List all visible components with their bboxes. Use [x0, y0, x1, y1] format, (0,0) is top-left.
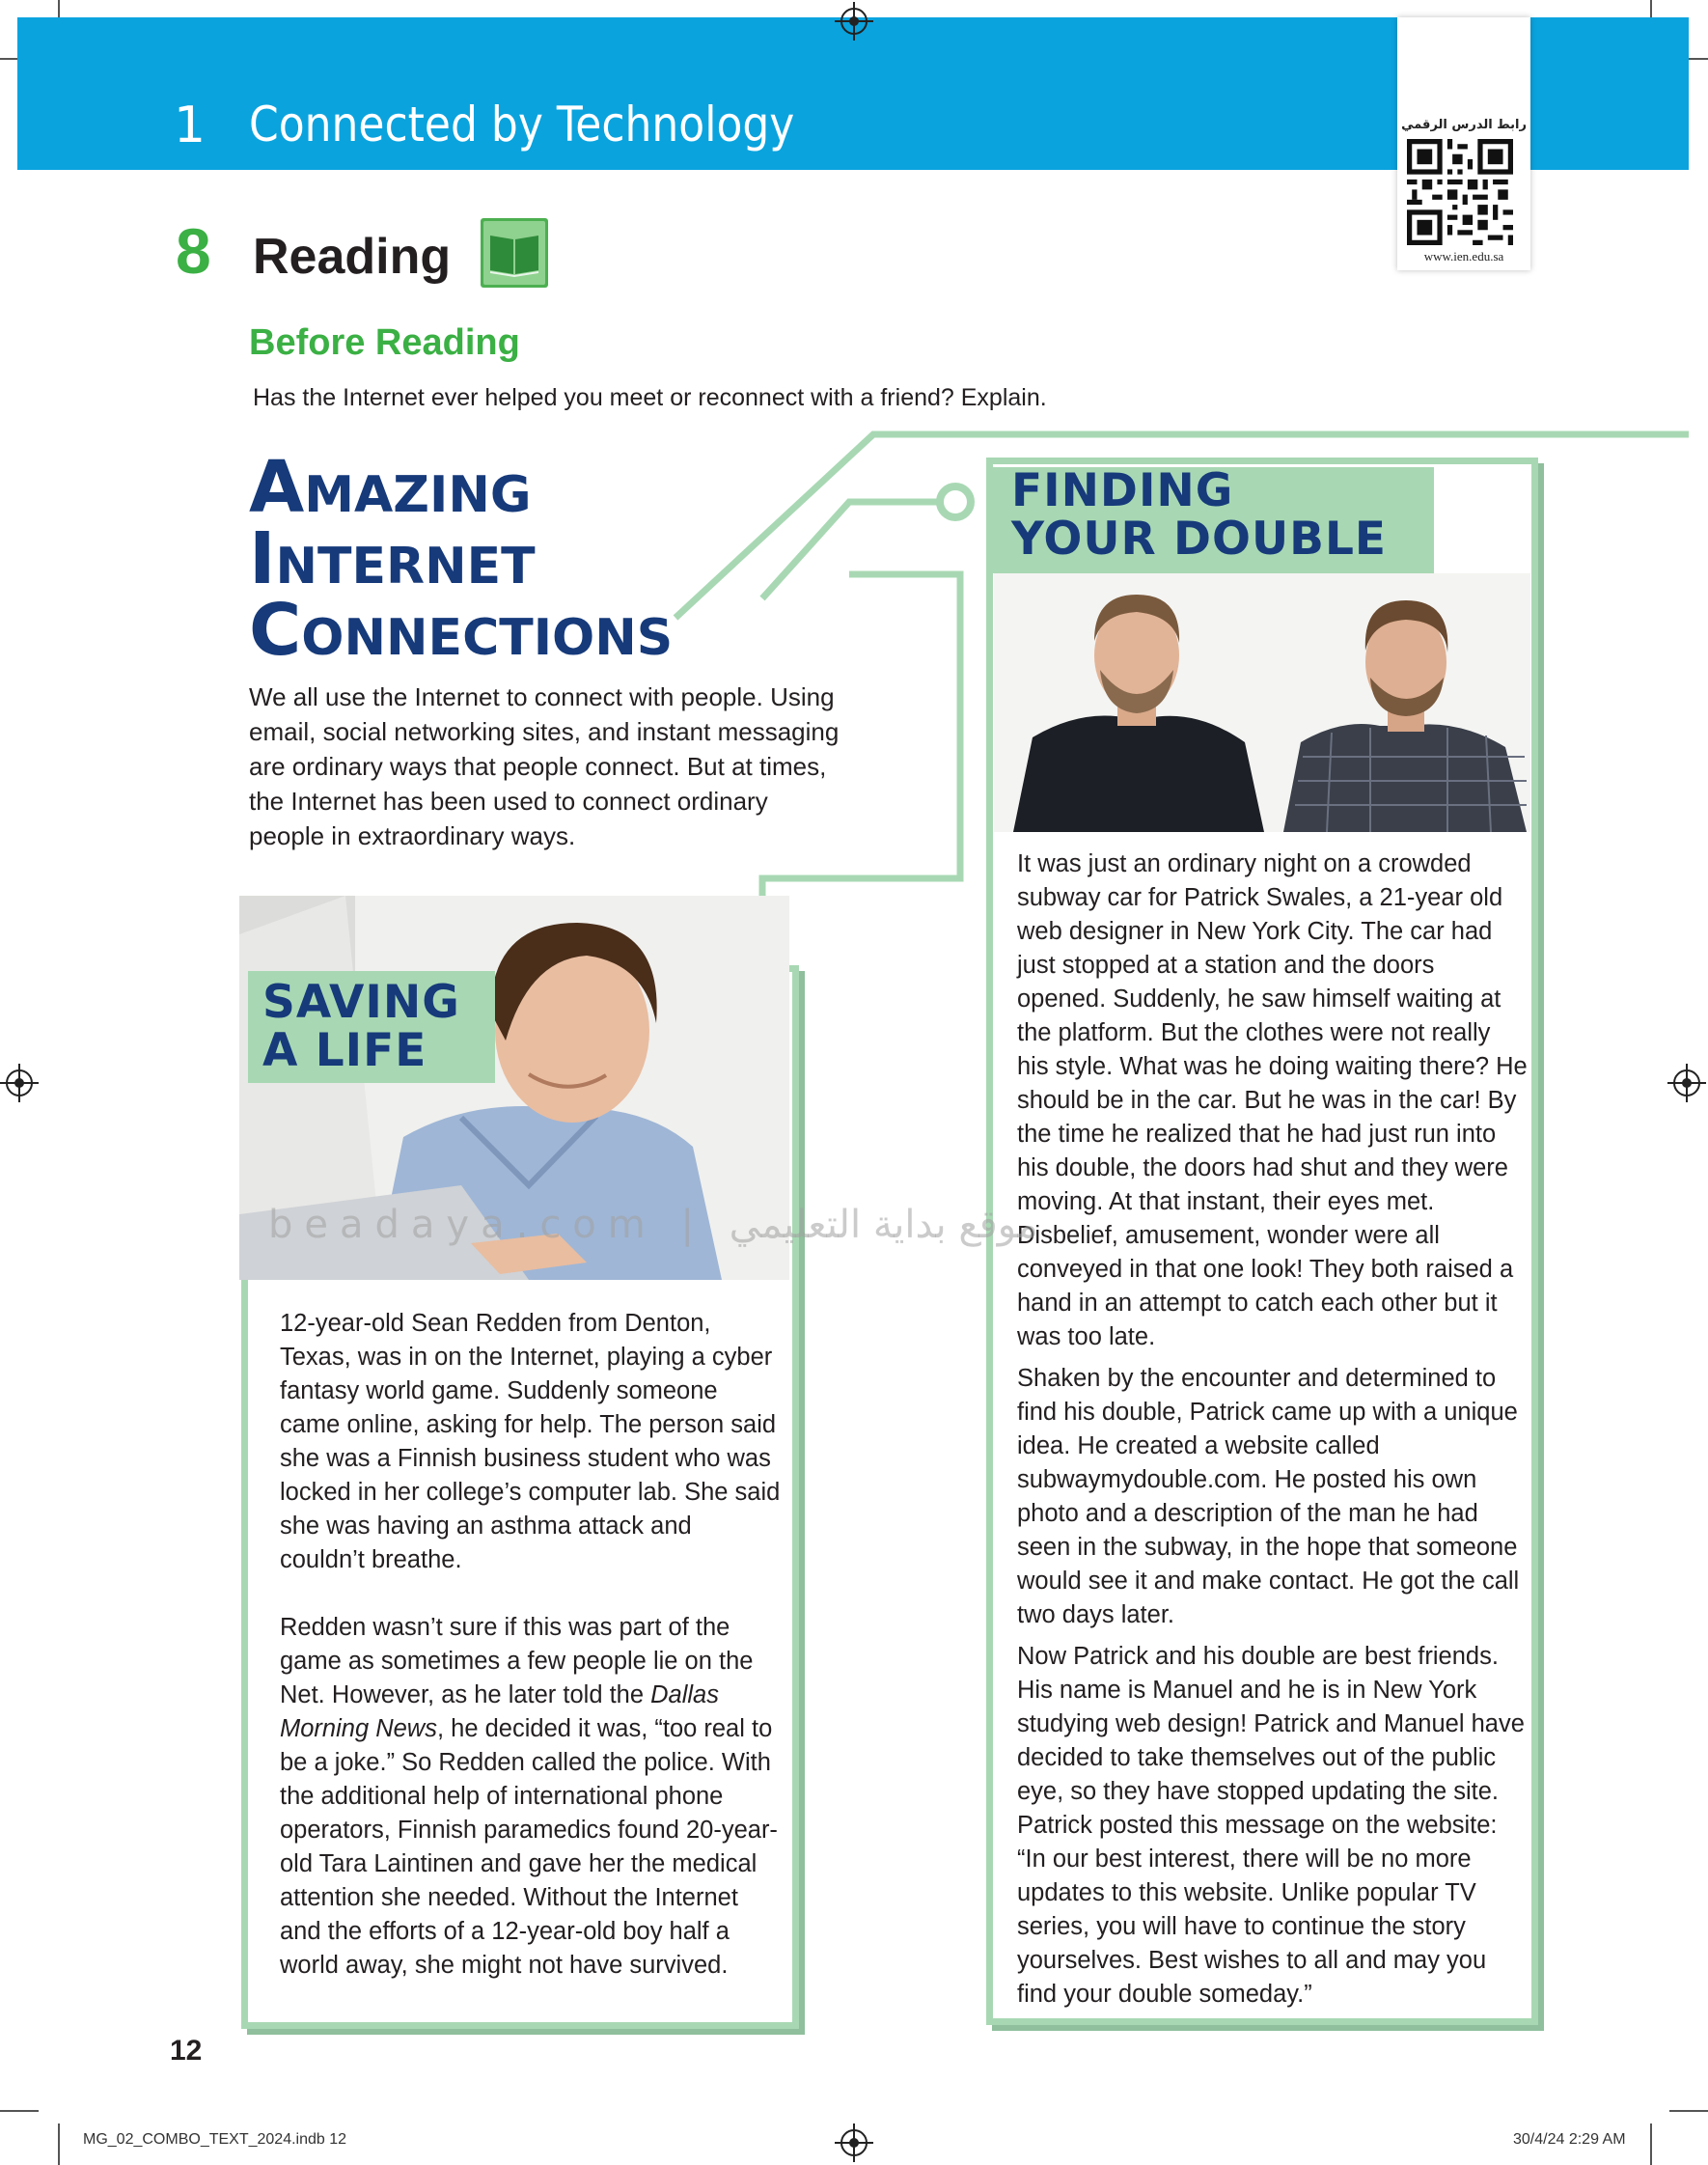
- crop-mark: [1669, 2110, 1708, 2112]
- story-text-finding-your-double: [1017, 847, 1529, 2019]
- story-paragraph: 12-year-old Sean Redden from Denton, Texas, was in on the Internet, playing a cyber fantasy world game. Suddenly someone came online, asking for help. The person said she was a Finnish business student who was locked in her college’s computer lab. She said she was having an asthma attack and couldn’t breathe.: [280, 1310, 781, 1573]
- story-paragraph-part: , he decided it was, “too real to be a joke.” So Redden called the police. With the additional help of international phone operators, Finnish paramedics found 20-year-old Tara Laintinen and gave her the medical attention she needed. Without the Internet and the efforts of a 12-year-old boy half a world away, she might not have survived.: [280, 1715, 778, 1979]
- before-reading-question: Has the Internet ever helped you meet or reconnect with a friend? Explain.: [253, 384, 1047, 411]
- story-title-finding-your-double: [1011, 464, 1388, 566]
- print-slug-file: MG_02_COMBO_TEXT_2024.indb 12: [83, 2131, 347, 2148]
- qr-url[interactable]: www.ien.edu.sa: [1423, 249, 1504, 264]
- registration-mark-icon: [1673, 1069, 1700, 1096]
- article-intro: We all use the Internet to connect with people. Using email, social networking sites, and instant messaging are ordinary ways that people connect. But at times, the Internet has been used to connect ordinary people in extraordinary ways.: [249, 682, 840, 850]
- story-paragraph-part: Redden wasn’t sure if this was part of the game as sometimes a few people lie on the Net. However, as he later told the: [280, 1614, 754, 1708]
- registration-mark-icon: [840, 2129, 868, 2156]
- story-paragraph: [280, 1611, 782, 1983]
- story-text-saving-a-life: [280, 1307, 782, 2016]
- story-paragraph: It was just an ordinary night on a crowded subway car for Patrick Swales, a 21-year old web designer in New York City. The car had just stopped at a station and the doors opened. Suddenly, he saw himself waiting at the platform. But the clothes were not really his style. What was he doing waiting there? He should be in the car. But he was in the car! By the time he realized that he had just run into his double, the doors had shut and they were moving. At that instant, their eyes met. Disbelief, amusement, wonder were all conveyed in that one look! They both raised a hand in an attempt to catch each other but it was too late.: [1017, 850, 1528, 1350]
- qr-label: رابط الدرس الرقمي: [1401, 118, 1527, 132]
- story-title-saving-a-life: [262, 976, 460, 1077]
- book-icon: [481, 218, 548, 288]
- story-paragraph: Shaken by the encounter and determined to find his double, Patrick came up with a unique idea. He created a website called subwaymydouble.com. He posted his own photo and a description of the man he had seen in the subway, in the hope that someone would see it and make contact. He got the call two days later.: [1017, 1365, 1520, 1628]
- story-title-line: YOUR DOUBLE: [1011, 513, 1388, 566]
- watermark: beadaya.com | موقع بداية التعليمي: [268, 1203, 1038, 1247]
- print-slug-date: 30/4/24 2:29 AM: [1513, 2131, 1626, 2148]
- crop-mark: [0, 2110, 39, 2112]
- story-title-line: SAVING: [262, 976, 460, 1029]
- article-title-line: Connections: [249, 589, 674, 672]
- unit-number: 1: [174, 97, 207, 154]
- crop-mark: [1650, 2123, 1652, 2165]
- qr-code-icon[interactable]: [1407, 139, 1513, 245]
- crop-mark: [58, 2123, 60, 2165]
- registration-mark-icon: [840, 8, 868, 35]
- newspaper-name: Dallas Morning News: [280, 1681, 719, 1742]
- section-number: 8: [176, 215, 211, 287]
- before-reading-title: Before Reading: [249, 322, 520, 363]
- twin-men-photo: [994, 573, 1530, 832]
- section-title: Reading: [253, 229, 452, 285]
- story-title-line: A LIFE: [262, 1024, 427, 1077]
- article-title-line: Internet: [249, 517, 536, 600]
- article-title-line: Amazing: [249, 446, 532, 529]
- story-paragraph: Now Patrick and his double are best friends. His name is Manuel and he is in New York studying web design! Patrick and Manuel have decided to take themselves out of the public eye, so they have stopped updating the site. Patrick posted this message on the website: “In our best interest, there will be no more updates to this website. Unlike popular TV series, you will have to continue the story yourselves. Best wishes to all and may you find your double someday.”: [1017, 1643, 1525, 2008]
- story-title-line: FINDING: [1011, 464, 1234, 517]
- unit-title: Connected by Technology: [249, 97, 795, 153]
- article-title: [249, 446, 905, 672]
- page-number: 12: [170, 2035, 203, 2067]
- registration-mark-icon: [6, 1069, 33, 1096]
